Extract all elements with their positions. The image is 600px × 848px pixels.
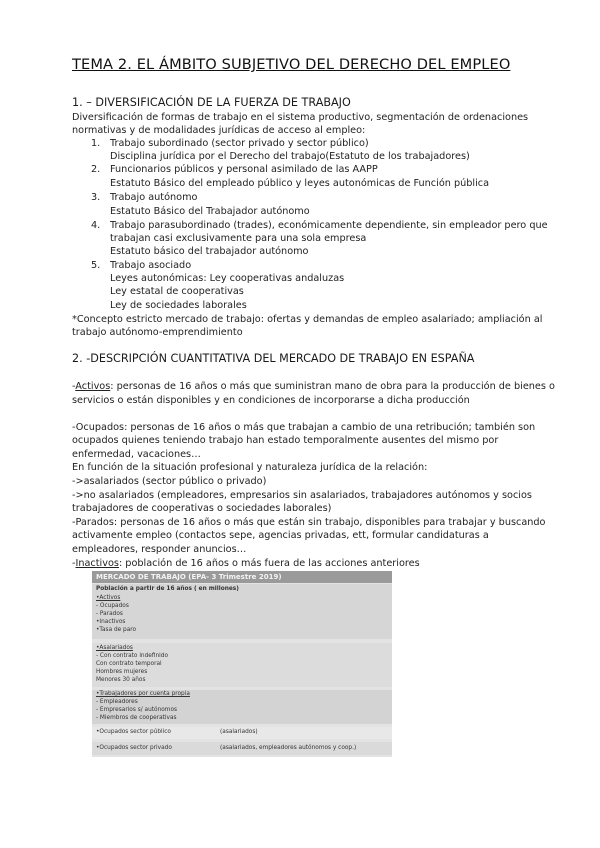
list-item: Trabajo parasubordinado (trades), económicamente dependiente, sin empleador pero que (110, 220, 548, 231)
list-number: 5. (91, 260, 101, 271)
section-1-heading: 1. – DIVERSIFICACIÓN DE LA FUERZA DE TRABAJO (72, 96, 351, 109)
figure-line: - Empresarios s/ autónomos (96, 707, 178, 713)
figure-row-publico (92, 727, 392, 739)
inactivos-definition: : población de 16 años o más fuera de las acciones anteriores (118, 558, 420, 569)
list-item-detail: Ley estatal de cooperativas (110, 286, 244, 297)
inactivos-line (72, 558, 420, 570)
intro-line-2: normativas y de modalidades jurídicas de acceso al empleo: (72, 125, 366, 136)
figure-row-label: •Ocupados sector privado (96, 745, 172, 751)
list-item-detail: Estatuto Básico del Trabajador autónomo (110, 206, 310, 217)
note-line-1: *Concepto estricto mercado de trabajo: ofertas y demandas de empleo asalariado; ampliación al (72, 314, 543, 325)
funcion-line: En función de la situación profesional y naturaleza jurídica de la relación: (72, 462, 428, 473)
list-number: 3. (91, 192, 101, 203)
parados-line-3: empleadores, responder anuncios… (72, 544, 247, 555)
ocupados-line-3: enfermedad, vacaciones… (72, 449, 201, 460)
figure-line: - Con contrato indefinido (96, 653, 169, 659)
figure-line: •Asalariados (96, 645, 133, 651)
asalariados-line: ->asalariados (sector público o privado) (72, 476, 267, 487)
list-item: Trabajo subordinado (sector privado y sector público) (110, 138, 369, 149)
figure-line: Con contrato temporal (96, 661, 162, 667)
figure-line: Hombres mujeres (96, 669, 148, 675)
figure-line: •Inactivos (96, 619, 126, 625)
list-item: Trabajo asociado (110, 260, 192, 271)
activos-definition: : personas de 16 años o más que suministran mano de obra para la producción de bienes o (110, 381, 555, 392)
ocupados-line-1: -Ocupados: personas de 16 años o más que trabajan a cambio de una retribución; también son (72, 422, 536, 433)
activos-line-1 (72, 381, 555, 393)
figure-block-cuenta-propia (92, 690, 392, 724)
figure-header: MERCADO DE TRABAJO (EPA- 3 Trimestre 2019) (92, 571, 392, 583)
figure-line: - Ocupados (96, 603, 129, 609)
list-item-detail: Ley de sociedades laborales (110, 300, 247, 311)
activos-term: Activos (75, 381, 111, 392)
figure-row-privado (92, 742, 392, 755)
figure-line: Menores 30 años (96, 677, 146, 683)
list-item-detail: trabajan casi exclusivamente para una sola empresa (110, 233, 367, 244)
intro-line-1: Diversificación de formas de trabajo en el sistema productivo, segmentación de ordenaciones (72, 112, 529, 123)
parados-line-2: activamente empleo (contactos sepe, agencias privadas, ett, formular candidaturas a (72, 530, 489, 541)
figure-row-note: (asalariados, empleadores autónomos y coop.) (220, 745, 357, 751)
inactivos-term: Inactivos (75, 558, 119, 569)
list-number: 1. (91, 138, 101, 149)
list-item-detail: Disciplina jurídica por el Derecho del trabajo(Estatuto de los trabajadores) (110, 151, 470, 162)
figure-line: - Empleadores (96, 699, 138, 705)
figure-line: •Trabajadores por cuenta propia (96, 691, 190, 697)
activos-line-2: servicios o están disponibles y en condiciones de incorporarse a dicha producción (72, 395, 470, 406)
page-title: TEMA 2. EL ÁMBITO SUBJETIVO DEL DERECHO DEL EMPLEO (72, 56, 511, 73)
inactivos-prefix: - (72, 558, 76, 569)
list-item: Trabajo autónomo (110, 192, 198, 203)
activos-prefix: - (72, 381, 76, 392)
no-asalariados-line-2: trabajadores de cooperativas o sociedades laborales) (72, 503, 332, 514)
figure-line: Población a partir de 16 años ( en millones) (96, 586, 239, 592)
list-item: Funcionarios públicos y personal asimilado de las AAPP (110, 164, 378, 175)
figure-line: - Parados (96, 611, 123, 617)
figure-line: •Activos (96, 595, 121, 601)
section-2-heading: 2. -DESCRIPCIÓN CUANTITATIVA DEL MERCADO DE TRABAJO EN ESPAÑA (72, 352, 475, 365)
no-asalariados-line-1: ->no asalariados (empleadores, empresarios sin asalariados, trabajadores autónomos y socios (72, 490, 532, 501)
figure-block-asalariados (92, 643, 392, 687)
labour-market-figure (92, 571, 392, 757)
list-item-detail: Estatuto básico del trabajador autónomo (110, 246, 309, 257)
note-line-2: trabajo autónomo-emprendimiento (72, 327, 243, 338)
figure-row-note: (asalariados) (220, 729, 258, 735)
parados-line-1: -Parados: personas de 16 años o más que están sin trabajo, disponibles para trabajar y buscando (72, 517, 546, 528)
list-number: 4. (91, 220, 101, 231)
ocupados-line-2: ocupados quienes teniendo trabajo han estado temporalmente ausentes del mismo por (72, 435, 499, 446)
figure-line: - Miembros de cooperativas (96, 715, 177, 721)
figure-line: •Tasa de paro (96, 627, 137, 633)
list-item-detail: Leyes autonómicas: Ley cooperativas andaluzas (110, 273, 345, 284)
list-item-detail: Estatuto Básico del empleado público y leyes autonómicas de Función pública (110, 178, 490, 189)
figure-row-label: •Ocupados sector público (96, 729, 171, 735)
list-number: 2. (91, 164, 101, 175)
figure-block-population (92, 584, 392, 639)
